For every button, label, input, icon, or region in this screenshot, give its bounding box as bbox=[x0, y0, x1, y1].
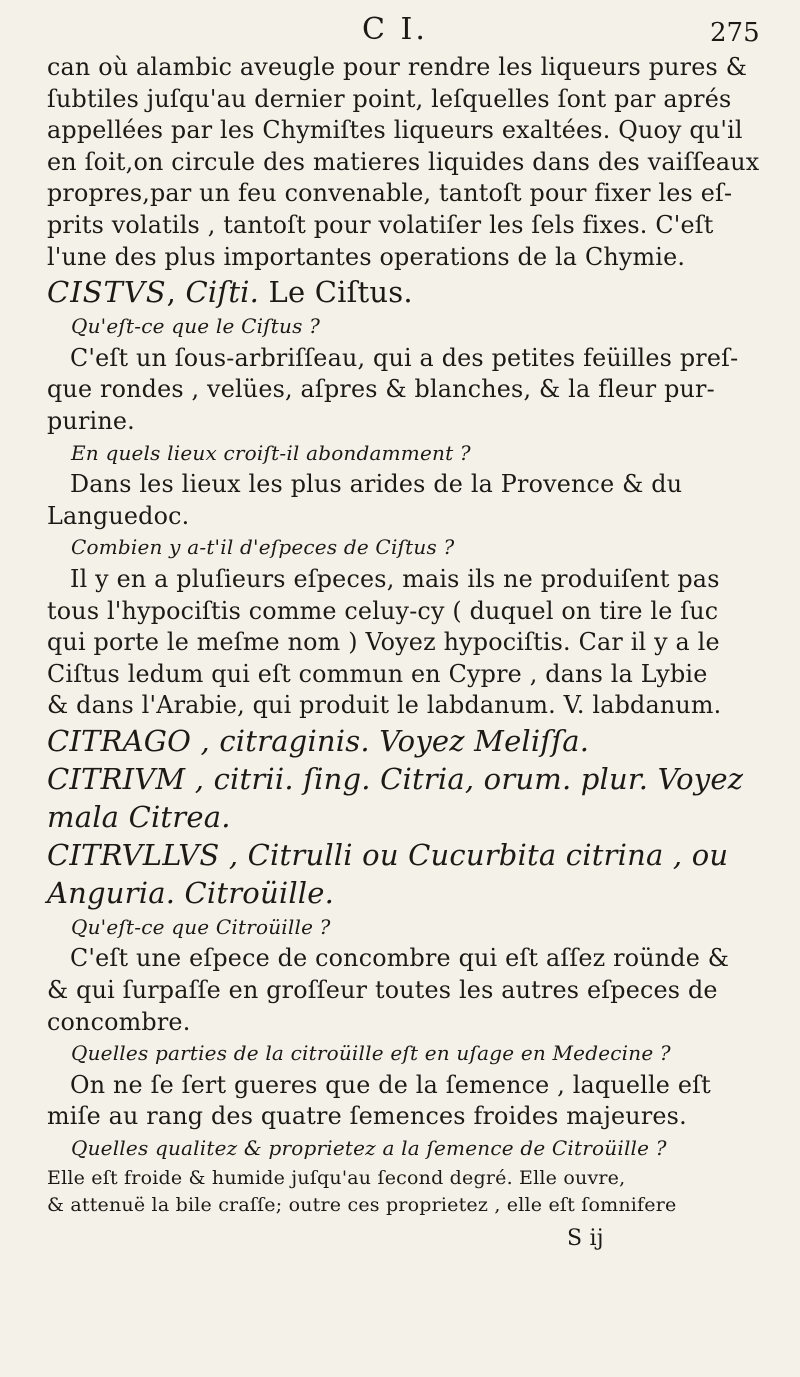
page-body bbox=[47, 52, 777, 1259]
question: Combien y a-t'il d'eſpeces de Ciſtus ? bbox=[71, 535, 455, 560]
punct: , bbox=[166, 275, 186, 310]
text-line: ſubtiles juſqu'au dernier point, leſquelles ſont par aprés bbox=[47, 84, 732, 113]
entry-heading-citrium: CITRIVM , citrii. ſing. Citria, orum. plur. Voyez bbox=[47, 761, 744, 796]
entry-heading-citrago: CITRAGO , citraginis. Voyez Meliſſa. bbox=[47, 723, 590, 758]
text-line: en ſoit,on circule des matieres liquides dans des vaiſſeaux bbox=[47, 147, 760, 176]
entry-french: Le Ciſtus. bbox=[259, 275, 413, 310]
text-line: purine. bbox=[47, 406, 135, 435]
text-line: appellées par les Chymiſtes liqueurs exaltées. Quoy qu'il bbox=[47, 116, 743, 145]
entry-heading-citrullus: CITRVLLVS , Citrulli ou Cucurbita citrina , ou bbox=[47, 837, 729, 872]
page-number: 275 bbox=[710, 18, 760, 48]
text-line: concombre. bbox=[47, 1007, 191, 1036]
text-line: Il y en a pluſieurs eſpeces, mais ils ne produiſent pas bbox=[70, 564, 720, 593]
text-line: propres,par un feu convenable, tantoſt pour fixer les eſ- bbox=[47, 179, 733, 208]
text-line: Languedoc. bbox=[47, 501, 190, 530]
question: Qu'eſt-ce que le Ciſtus ? bbox=[71, 314, 321, 339]
question: Qu'eſt-ce que Citroüille ? bbox=[71, 914, 331, 939]
text-line: l'une des plus importantes operations de la Chymie. bbox=[47, 242, 686, 271]
text-line: C'eſt un ſous-arbriſſeau, qui a des petites feüilles preſ- bbox=[70, 343, 739, 372]
text-line: prits volatils , tantoſt pour volatiſer les ſels fixes. C'eſt bbox=[47, 210, 714, 239]
text-line: Elle eſt froide & humide juſqu'au ſecond degré. Elle ouvre, bbox=[47, 1166, 626, 1189]
question: En quels lieux croiſt-il abondamment ? bbox=[71, 440, 471, 465]
text-line: On ne ſe ſert gueres que de la ſemence , laquelle eſt bbox=[70, 1070, 711, 1099]
entry-heading-cistus bbox=[47, 273, 777, 311]
entry-term: CISTVS bbox=[47, 275, 167, 310]
text-line: C'eſt une eſpece de concombre qui eſt aſſez roünde & bbox=[70, 944, 730, 973]
text-line: miſe au rang des quatre ſemences froides majeures. bbox=[47, 1102, 687, 1131]
entry-genitive: Ciſti. bbox=[185, 275, 260, 310]
text-line: Ciſtus ledum qui eſt commun en Cypre , dans la Lybie bbox=[47, 659, 708, 688]
text-line: can où alambic aveugle pour rendre les liqueurs pures & bbox=[47, 53, 748, 81]
running-head: C I. bbox=[362, 12, 428, 47]
text-line: Anguria. Citroüille. bbox=[47, 875, 335, 910]
text-line: & attenuë la bile craſſe; outre ces proprietez , elle eſt ſomnifere bbox=[47, 1193, 677, 1216]
text-line: & dans l'Arabie, qui produit le labdanum. V. labdanum. bbox=[47, 691, 722, 720]
text-line: qui porte le meſme nom ) Voyez hypociſtis. Car il y a le bbox=[47, 628, 720, 657]
text-line: & qui ſurpaſſe en groſſeur toutes les autres eſpeces de bbox=[47, 976, 718, 1005]
question: Quelles qualitez & proprietez a la ſemence de Citroüille ? bbox=[71, 1136, 667, 1161]
signature-mark: S ij bbox=[567, 1225, 604, 1251]
question: Quelles parties de la citroüille eſt en uſage en Medecine ? bbox=[71, 1041, 671, 1066]
text-line: mala Citrea. bbox=[47, 799, 231, 834]
page-header bbox=[0, 12, 800, 52]
text-line: Dans les lieux les plus arides de la Provence & du bbox=[70, 470, 683, 499]
text-line: tous l'hypociſtis comme celuy-cy ( duquel on tire le ſuc bbox=[47, 596, 719, 625]
text-line: que rondes , velües, aſpres & blanches, & la fleur pur- bbox=[47, 375, 715, 404]
